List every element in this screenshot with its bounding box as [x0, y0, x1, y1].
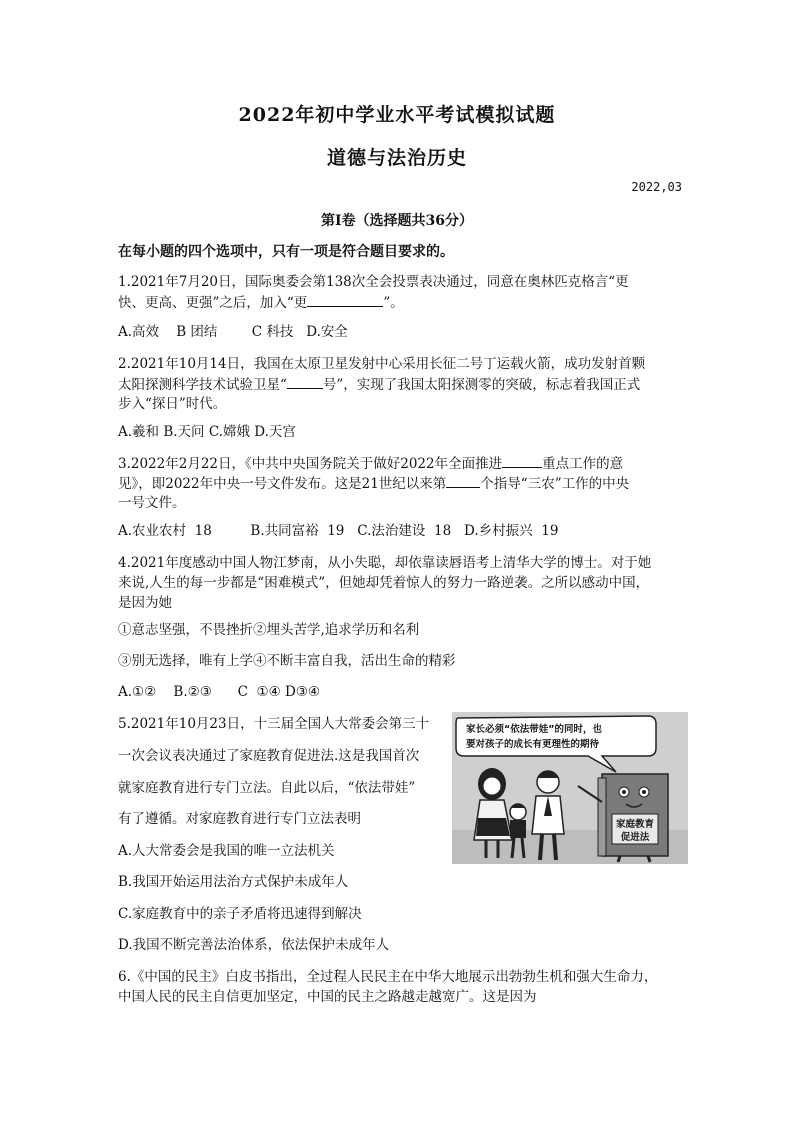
question-1-options: A.高效 B 团结 C 科技 D.安全 — [118, 324, 348, 340]
question-3-line-2 — [118, 473, 678, 494]
question-4-line-2: 来说,人生的每一步都是“困难模式”，但她却凭着惊人的努力一路逆袭。之所以感动中国， — [118, 575, 650, 591]
question-4-statement-2: ③别无选择，唯有上学④不断丰富自我，活出生命的精彩 — [118, 653, 456, 669]
question-6-line-2: 中国人民的民主自信更加坚定，中国的民主之路越走越宽广。这是因为 — [118, 989, 537, 1005]
question-5-option-b: B.我国开始运用法治方式保护未成年人 — [118, 874, 349, 890]
question-3-line-3: 一号文件。 — [118, 495, 186, 511]
question-3-text-c: 见》，即2022年中央一号文件发布。这是21世纪以来第 — [118, 476, 447, 492]
book-label-2: 促进法 — [620, 832, 650, 843]
bubble-text-2: 要对孩子的成长有更理性的期待 — [466, 739, 600, 750]
question-3-text-d: 个指导“三农”工作的中央 — [480, 476, 630, 492]
question-5-line-4: 有了遵循。对家庭教育进行专门立法表明 — [118, 811, 361, 827]
answer-blank — [502, 453, 542, 468]
question-3-line-1 — [118, 453, 678, 474]
question-2-text-a: 太阳探测科学技术试验卫星“ — [118, 377, 287, 393]
question-5-option-c: C.家庭教育中的亲子矛盾将迅速得到解决 — [118, 906, 362, 922]
question-4-options: A.①② B.②③ C ①④ D③④ — [118, 684, 321, 700]
answer-blank — [287, 374, 323, 389]
question-3-text-a: 3.2022年2月22日，《中共中央国务院关于做好2022年全面推进 — [118, 456, 503, 472]
question-4-line-1: 4.2021年度感动中国人物江梦南，从小失聪，却依靠读唇语考上清华大学的博士。对于她 — [118, 555, 652, 571]
answer-blank — [307, 292, 383, 307]
question-6-line-1: 6.《中国的民主》白皮书指出，全过程人民民主在中华大地展示出勃勃生机和强大生命力， — [118, 969, 658, 985]
question-1-text-a: 快、更高、更强”之后，加入“更 — [118, 295, 308, 311]
question-2-line-3: 步入“探日”时代。 — [118, 396, 227, 412]
question-2-text-b: 号”，实现了我国太阳探测零的突破，标志着我国正式 — [322, 377, 641, 393]
cartoon-illustration — [452, 712, 688, 864]
question-3-text-b: 重点工作的意 — [542, 456, 624, 472]
question-4-statement-1: ①意志坚强，不畏挫折②埋头苦学,追求学历和名利 — [118, 622, 420, 638]
question-5-line-1: 5.2021年10月23日，十三届全国人大常委会第三十 — [118, 716, 430, 732]
question-5-option-a: A.人大常委会是我国的唯一立法机关 — [118, 843, 335, 859]
question-5-line-3: 就家庭教育进行专门立法。自此以后，“依法带娃” — [118, 780, 416, 796]
question-2-line-1: 2.2021年10月14日，我国在太原卫星发射中心采用长征二号丁运载火箭，成功发射首颗 — [118, 356, 646, 372]
answer-blank — [446, 473, 480, 488]
book-label-1: 家庭教育 — [615, 819, 655, 830]
family-education-cartoon — [452, 712, 688, 864]
question-3-options: A.农业农村 18 B.共同富裕 19 C.法治建设 18 D.乡村振兴 19 — [118, 523, 559, 539]
question-5-option-d: D.我国不断完善法治体系，依法保护未成年人 — [118, 937, 390, 953]
question-4-line-3: 是因为她 — [118, 595, 172, 611]
exam-subtitle: 道德与法治历史 — [326, 147, 467, 169]
exam-title: 2022年初中学业水平考试模拟试题 — [238, 104, 556, 126]
bubble-text-1: 家长必须“依法带娃”的同时，也 — [466, 724, 602, 735]
question-5-line-2: 一次会议表决通过了家庭教育促进法.这是我国首次 — [118, 748, 420, 764]
question-1-text-b: ”。 — [383, 295, 404, 311]
question-1-line-2 — [118, 292, 678, 313]
section-heading: 第Ⅰ卷（选择题共36分） — [320, 213, 474, 229]
question-2-line-2 — [118, 374, 678, 395]
instruction-text: 在每小题的四个选项中，只有一项是符合题目要求的。 — [118, 244, 454, 260]
question-2-options: A.羲和 B.天问 C.嫦娥 D.天宫 — [118, 424, 296, 440]
question-1-line-1: 1.2021年7月20日，国际奥委会第138次全会投票表决通过，同意在奥林匹克格言“更 — [118, 274, 629, 290]
exam-date: 2022,03 — [631, 180, 682, 194]
